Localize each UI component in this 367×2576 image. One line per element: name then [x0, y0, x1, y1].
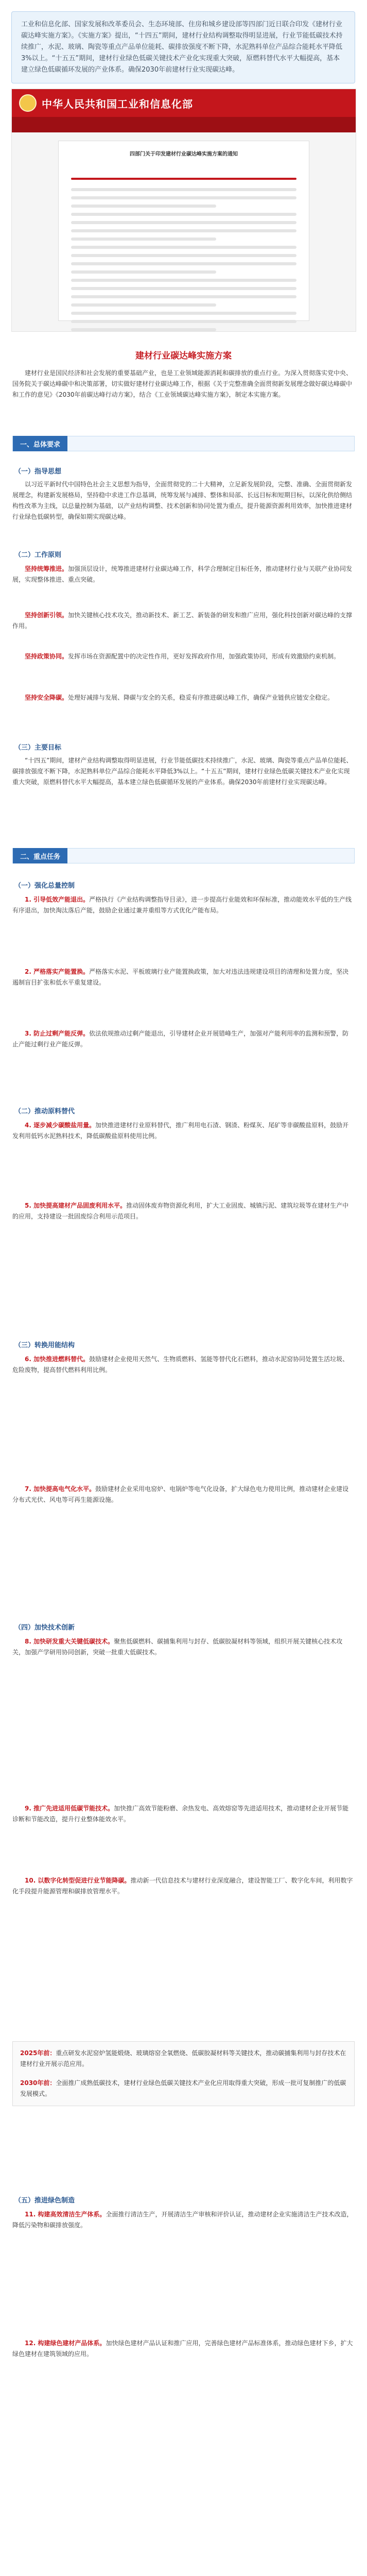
- goal-text: 全面推广成熟低碳技术，建材行业绿色低碳关键技术产业化应用取得重大突破，形成一批可复制推广的低碳发展模式。: [20, 2079, 346, 2097]
- task-lead: 4. 逐步减少碳酸盐用量。: [25, 1122, 96, 1129]
- doc-line: [71, 238, 216, 241]
- summary-box: [11, 11, 355, 83]
- task-text: 严格落实水泥、平板玻璃行业产能置换政策，加大对违法违规建设项目的清理和处置力度，坚决遏制盲目扩张和低水平重复建设。: [12, 968, 349, 986]
- doc-line: [71, 221, 296, 224]
- subheading: （四）加快技术创新: [14, 1624, 75, 1632]
- task-lead: 9. 推广先进适用低碳节能技术。: [25, 1805, 114, 1812]
- paragraph: “十四五”期间，建材产业结构调整取得明显进展，行业节能低碳技术持续推广，水泥、玻璃、陶瓷等重点产品单位能耗、碳排放强度不断下降，水泥熟料单位产品综合能耗水平降低3%以上。“十五五”期间，建材行业绿色低碳关键技术产业化实现重大突破，原燃料替代水平大幅提高，基本建立绿色低碳循环发展的产业体系。确保2030年前建材行业实现碳达峰。: [12, 757, 353, 786]
- task-lead: 1. 引导低效产能退出。: [25, 896, 90, 903]
- goal-year: 2030年前：: [20, 2079, 56, 2087]
- task-paragraph: [12, 1875, 355, 1897]
- task-lead: 3. 防止过剩产能反弹。: [25, 1030, 90, 1037]
- principle-text: 处理好减排与发展、降碳与安全的关系，稳妥有序推进碳达峰工作，确保产业链供应链安全稳定。: [68, 694, 334, 701]
- subheading: （一）指导思想: [14, 468, 62, 476]
- task-text: 推动新一代信息技术与建材行业深度融合，建设智能工厂、数字化车间，利用数字化手段提升能源管理和碳排放管理水平。: [12, 1877, 353, 1895]
- task-text: 聚焦低碳燃料、碳捕集利用与封存、低碳胶凝材料等领域，组织开展关键核心技术攻关，加强产学研用协同创新，突破一批重大低碳技术。: [12, 1638, 343, 1656]
- doc-red-rule: [71, 178, 296, 180]
- task-paragraph: [12, 2209, 355, 2231]
- doc-line: [71, 262, 296, 265]
- ministry-header: [12, 89, 356, 117]
- doc-line: [71, 287, 296, 290]
- subheading: （二）工作原则: [14, 551, 62, 559]
- section-header-tasks: [12, 848, 355, 863]
- task-lead: 7. 加快提高电气化水平。: [25, 1485, 96, 1493]
- section-label: 二、重点任务: [13, 848, 67, 863]
- task-paragraph: [12, 1120, 355, 1142]
- principle-paragraph: [12, 564, 355, 585]
- plan-title: 建材行业碳达峰实施方案: [135, 351, 232, 361]
- task-text: 推动固体废弃物资源化利用，扩大工业固废、城镇污泥、建筑垃圾等在建材生产中的应用，支持建设一批固废综合利用示范项目。: [12, 1202, 349, 1220]
- doc-line: [71, 312, 296, 315]
- doc-line: [71, 303, 216, 307]
- principle-lead: 坚持安全降碳。: [25, 694, 68, 701]
- goal-2025: [20, 2048, 347, 2070]
- task-lead: 11. 构建高效清洁生产体系。: [25, 2211, 106, 2218]
- principle-lead: 坚持创新引领。: [25, 612, 68, 619]
- goal-text: 重点研发水泥窑炉氢能煅烧、玻璃熔窑全氧燃烧、低碳胶凝材料等关键技术，推动碳捕集利用与封存技术在建材行业开展示范应用。: [20, 2049, 346, 2067]
- task-paragraph: [12, 1803, 355, 1825]
- ministry-title: 中华人民共和国工业和信息化部: [42, 97, 193, 110]
- task-paragraph: [12, 894, 355, 916]
- doc-line: [71, 196, 296, 199]
- doc-line: [71, 205, 216, 208]
- principle-paragraph: [12, 692, 355, 703]
- task-lead: 2. 严格落实产能置换。: [25, 968, 90, 975]
- task-paragraph: [12, 1636, 355, 1658]
- task-text: 鼓励建材企业采用电窑炉、电锅炉等电气化设备，扩大绿色电力使用比例，推动建材企业建设分布式光伏、风电等可再生能源设施。: [12, 1485, 349, 1503]
- task-paragraph: [12, 1200, 355, 1222]
- goal-year: 2025年前：: [20, 2049, 56, 2057]
- task-text: 全面推行清洁生产，开展清洁生产审核和评价认证，推动建材企业实施清洁生产技术改造，降低污染物和碳排放强度。: [12, 2211, 353, 2229]
- ministry-nav-bar: [12, 117, 356, 132]
- task-lead: 8. 加快研发重大关键低碳技术。: [25, 1638, 114, 1645]
- hero-screenshot: [11, 89, 356, 332]
- task-paragraph: [12, 1028, 355, 1050]
- section-header-general: [12, 436, 355, 451]
- doc-line: [71, 188, 296, 191]
- notice-document: [58, 141, 309, 321]
- doc-line: [71, 328, 216, 331]
- doc-line: [71, 295, 296, 298]
- subheading: （三）主要目标: [14, 744, 62, 752]
- task-text: 加快推广高效节能粉磨、余热发电、高效熔窑等先进适用技术，推动建材企业开展节能诊断和节能改造，提升行业整体能效水平。: [12, 1805, 349, 1823]
- national-emblem-icon: [19, 94, 37, 112]
- doc-line: [71, 229, 296, 232]
- task-paragraph: [12, 1484, 355, 1505]
- task-text: 严格执行《产业结构调整指导目录》，进一步提高行业能效和环保标准，推动能效水平低的生产线有序退出，加快淘汰落后产能，鼓励企业通过兼并重组等方式优化产能布局。: [12, 896, 352, 914]
- doc-line: [71, 270, 216, 274]
- notice-title: 四部门关于印发建材行业碳达峰实施方案的通知: [130, 151, 238, 157]
- principle-lead: 坚持统筹推进。: [25, 565, 68, 572]
- task-lead: 12. 构建绿色建材产品体系。: [25, 2340, 106, 2347]
- principle-text: 发挥市场在资源配置中的决定性作用，更好发挥政府作用，加强政策协同，形成有效激励约束机制。: [68, 653, 340, 660]
- task-text: 加快推进建材行业原料替代，推广利用电石渣、钢渣、粉煤灰、尾矿等非碳酸盐原料，鼓励开发利用低钙水泥熟料技术，降低碳酸盐原料使用比例。: [12, 1122, 349, 1140]
- principle-paragraph: [12, 610, 355, 632]
- task-text: 依法依规推动过剩产能退出，引导建材企业开展错峰生产，加强对产能利用率的监测和预警，防止产能过剩行业产能反弹。: [12, 1030, 349, 1048]
- intro-paragraph: 建材行业是国民经济和社会发展的重要基础产业，也是工业领域能源消耗和碳排放的重点行业。为深入贯彻落实党中央、国务院关于碳达峰碳中和决策部署，切实做好建材行业碳达峰工作，根据《关于完整准确全面贯彻新发展理念做好碳达峰碳中和工作的意见》《2030年前碳达峰行动方案》，结合《工业领域碳达峰实施方案》，制定本实施方案。: [12, 369, 353, 398]
- subheading: （二）推动原料替代: [14, 1108, 75, 1115]
- principle-text: 加强顶层设计，统筹推进建材行业碳达峰工作，科学合理制定目标任务，推动建材行业与关联产业协同发展，实现整体推进、重点突破。: [12, 565, 353, 583]
- task-paragraph: [12, 967, 355, 988]
- doc-line: [71, 246, 296, 249]
- task-text: 加快绿色建材产品认证和推广应用，完善绿色建材产品标准体系，推动绿色建材下乡，扩大绿色建材在建筑领域的应用。: [12, 2340, 353, 2358]
- goal-2030: [20, 2078, 347, 2099]
- task-paragraph: [12, 2338, 355, 2360]
- principle-text: 加快关键核心技术攻关，推动新技术、新工艺、新装备的研发和推广应用，强化科技创新对碳达峰的支撑作用。: [12, 612, 353, 630]
- doc-line: [71, 320, 296, 323]
- subheading: （三）转换用能结构: [14, 1342, 75, 1349]
- task-paragraph: [12, 1354, 355, 1376]
- principle-lead: 坚持政策协同。: [25, 653, 68, 660]
- task-text: 鼓励建材企业使用天然气、生物质燃料、氢能等替代化石燃料，推动水泥窑协同处置生活垃圾、危险废物，提高替代燃料利用比例。: [12, 1355, 349, 1374]
- subheading: （五）推进绿色制造: [14, 2197, 75, 2205]
- summary-text: 工业和信息化部、国家发展和改革委员会、生态环境部、住房和城乡建设部等四部门近日联合印发《建材行业碳达峰实施方案》。《实施方案》提出，“十四五”期间，建材行业结构调整取得明显进展，行业节能低碳技术持续推广，水泥、玻璃、陶瓷等重点产品单位能耗、碳排放强度不断下降，水泥熟料单位产品综合能耗水平降低3%以上。“十五五”期间，建材行业绿色低碳关键技术产业化实现重大突破，原燃料替代水平大幅提高，基本建立绿色低碳循环发展的产业体系。确保2030年前建材行业实现碳达峰。: [21, 21, 343, 74]
- doc-line: [71, 213, 296, 216]
- doc-line: [71, 279, 296, 282]
- task-lead: 6. 加快推进燃料替代。: [25, 1355, 90, 1363]
- task-lead: 5. 加快提高建材产品固废利用水平。: [25, 1202, 127, 1209]
- subheading: （一）强化总量控制: [14, 882, 75, 890]
- technology-goals-box: [12, 2041, 355, 2106]
- section-label: 一、总体要求: [13, 436, 67, 451]
- principle-paragraph: [12, 651, 355, 662]
- doc-line: [71, 254, 296, 257]
- task-lead: 10. 以数字化转型促进行业节能降碳。: [25, 1877, 131, 1884]
- paragraph: 以习近平新时代中国特色社会主义思想为指导，全面贯彻党的二十大精神，立足新发展阶段，完整、准确、全面贯彻新发展理念，构建新发展格局，坚持稳中求进工作总基调，统筹发展与减排、整体和局部、长远目标和短期目标，以深化供给侧结构性改革为主线，以总量控制为基础，以产业结构调整、技术创新和协同处置为重点，提升能源资源利用效率，加快推进建材行业绿色低碳转型，确保如期实现碳达峰。: [12, 481, 353, 520]
